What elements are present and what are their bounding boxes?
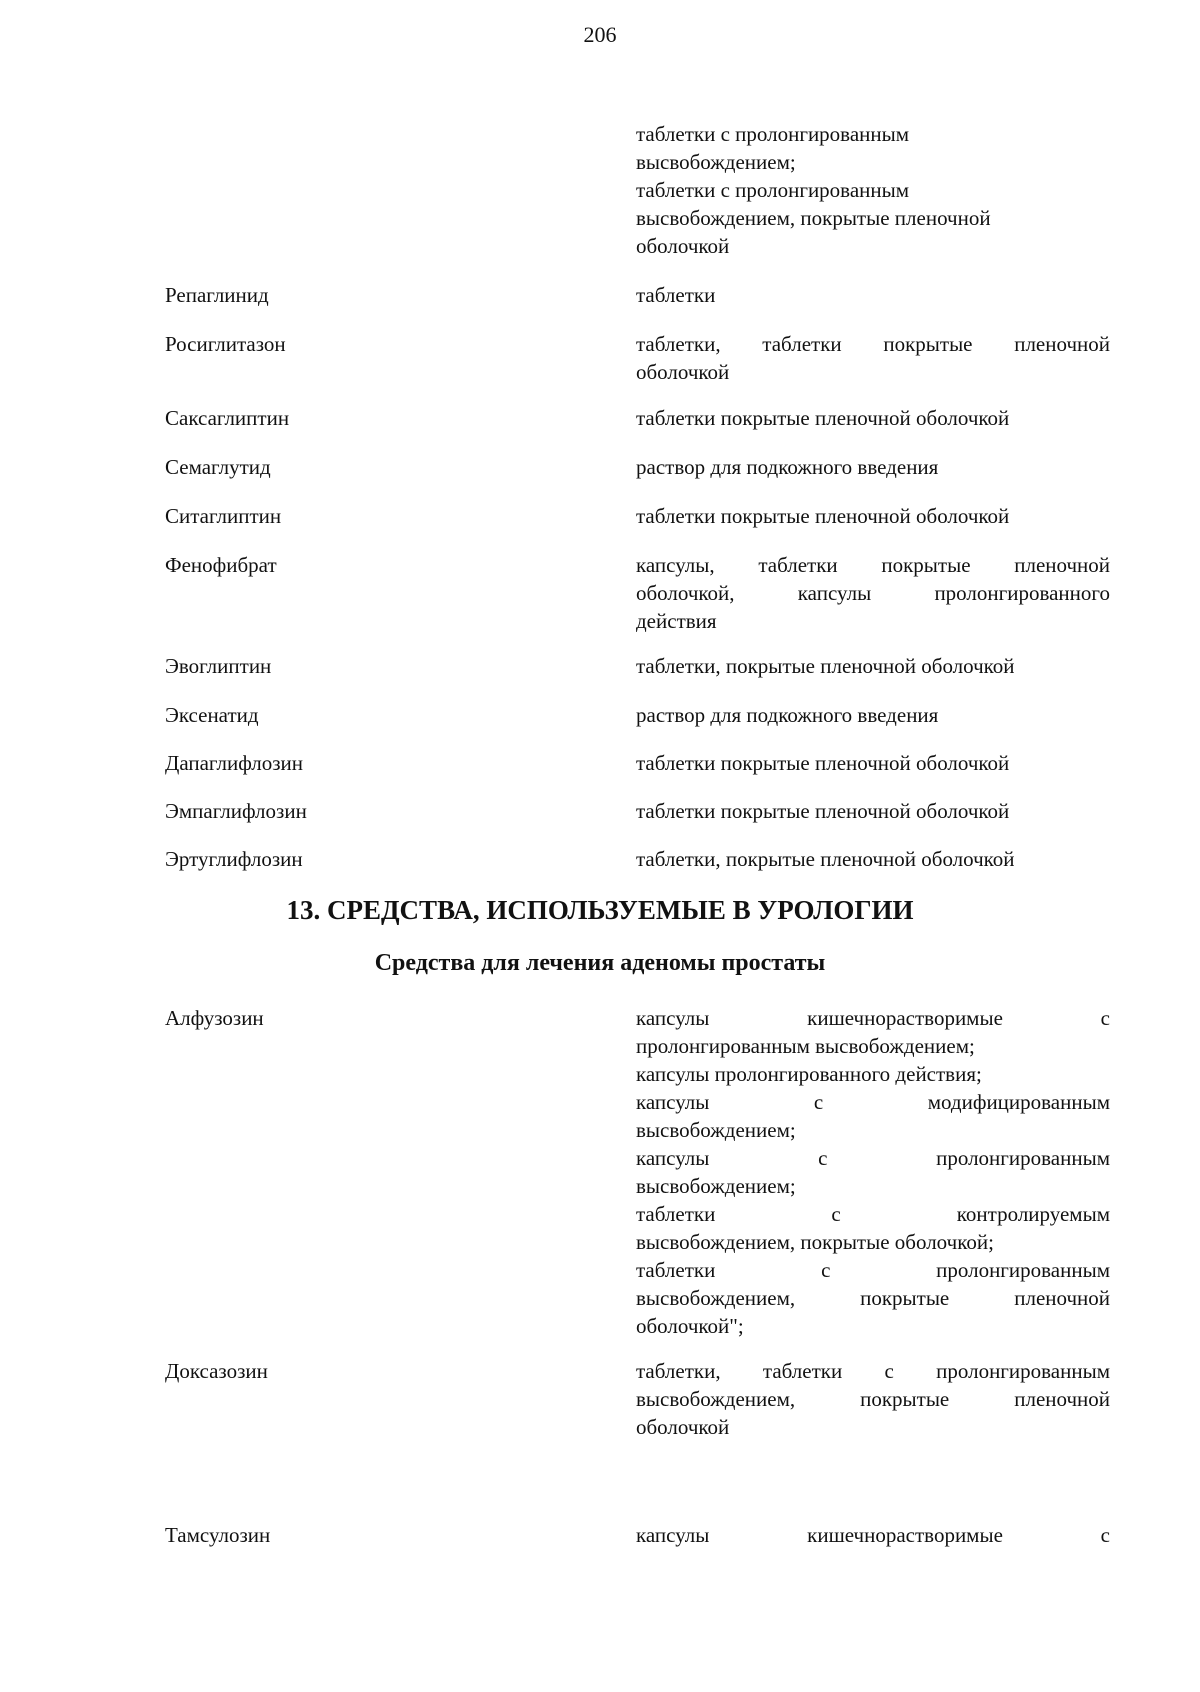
form-line: таблетки покрытые пленочной оболочкой bbox=[636, 504, 1010, 528]
form-line: таблетки bbox=[636, 283, 716, 307]
form-line: таблетки с контролируемым bbox=[636, 1202, 1110, 1226]
drug-name: Семаглутид bbox=[165, 455, 271, 479]
drug-name: Эмпаглифлозин bbox=[165, 799, 307, 823]
page-number: 206 bbox=[583, 22, 617, 47]
form-line: капсулы кишечнорастворимые с bbox=[636, 1523, 1110, 1547]
dosage-form bbox=[636, 330, 1110, 386]
dosage-form bbox=[636, 281, 1110, 309]
dosage-form bbox=[636, 453, 1110, 481]
form-line: таблетки с пролонгированным bbox=[636, 122, 910, 146]
form-line: таблетки, таблетки покрытые пленочной bbox=[636, 332, 1110, 356]
form-line: оболочкой bbox=[636, 234, 730, 258]
form-line: высвобождением; bbox=[636, 1118, 796, 1142]
form-line: высвобождением, покрытые оболочкой; bbox=[636, 1230, 994, 1254]
form-line: оболочкой bbox=[636, 360, 730, 384]
form-line: оболочкой"; bbox=[636, 1314, 744, 1338]
form-line: высвобождением; bbox=[636, 1174, 796, 1198]
form-line: высвобождением; bbox=[636, 150, 796, 174]
form-line: капсулы кишечнорастворимые с bbox=[636, 1006, 1110, 1030]
dosage-form bbox=[636, 652, 1110, 680]
drug-name: Дапаглифлозин bbox=[165, 751, 304, 775]
form-line: таблетки с пролонгированным bbox=[636, 1258, 1110, 1282]
drug-name: Репаглинид bbox=[165, 283, 269, 307]
form-line: высвобождением, покрытые пленочной bbox=[636, 1387, 1110, 1411]
form-line: таблетки, покрытые пленочной оболочкой bbox=[636, 847, 1015, 871]
form-line: капсулы с пролонгированным bbox=[636, 1146, 1110, 1170]
dosage-form bbox=[636, 404, 1110, 432]
form-line: раствор для подкожного введения bbox=[636, 455, 939, 479]
form-line: капсулы с модифицированным bbox=[636, 1090, 1110, 1114]
drug-name: Алфузозин bbox=[165, 1006, 264, 1030]
drug-name: Эртуглифлозин bbox=[165, 847, 303, 871]
dosage-form bbox=[636, 701, 1110, 729]
subsection-title: Средства для лечения аденомы простаты bbox=[374, 950, 826, 976]
form-line: действия bbox=[636, 609, 717, 633]
form-line: капсулы пролонгированного действия; bbox=[636, 1062, 982, 1086]
form-line: таблетки, таблетки с пролонгированным bbox=[636, 1359, 1110, 1383]
dosage-form bbox=[636, 502, 1110, 530]
drug-name: Росиглитазон bbox=[165, 332, 286, 356]
form-line: высвобождением, покрытые пленочной bbox=[636, 206, 991, 230]
drug-name: Фенофибрат bbox=[165, 553, 277, 577]
dosage-form bbox=[636, 1357, 1110, 1441]
form-line: таблетки покрытые пленочной оболочкой bbox=[636, 406, 1010, 430]
form-line: таблетки покрытые пленочной оболочкой bbox=[636, 751, 1010, 775]
dosage-form bbox=[636, 797, 1110, 825]
dosage-form bbox=[636, 551, 1110, 635]
dosage-form bbox=[636, 845, 1110, 873]
form-line: таблетки, покрытые пленочной оболочкой bbox=[636, 654, 1015, 678]
form-line: таблетки с пролонгированным bbox=[636, 178, 910, 202]
drug-name: Тамсулозин bbox=[165, 1523, 271, 1547]
form-line: оболочкой, капсулы пролонгированного bbox=[636, 581, 1110, 605]
form-line: таблетки покрытые пленочной оболочкой bbox=[636, 799, 1010, 823]
dosage-form bbox=[636, 120, 1110, 260]
form-line: капсулы, таблетки покрытые пленочной bbox=[636, 553, 1110, 577]
drug-name: Саксаглиптин bbox=[165, 406, 290, 430]
form-line: пролонгированным высвобождением; bbox=[636, 1034, 975, 1058]
drug-name: Эксенатид bbox=[165, 703, 259, 727]
dosage-form bbox=[636, 1004, 1110, 1340]
drug-name: Доксазозин bbox=[165, 1359, 268, 1383]
dosage-form bbox=[636, 749, 1110, 777]
dosage-form bbox=[636, 1521, 1110, 1549]
section-title: 13. СРЕДСТВА, ИСПОЛЬЗУЕМЫЕ В УРОЛОГИИ bbox=[286, 895, 914, 925]
form-line: оболочкой bbox=[636, 1415, 730, 1439]
form-line: высвобождением, покрытые пленочной bbox=[636, 1286, 1110, 1310]
drug-name: Ситаглиптин bbox=[165, 504, 282, 528]
form-line: раствор для подкожного введения bbox=[636, 703, 939, 727]
drug-name: Эвоглиптин bbox=[165, 654, 272, 678]
